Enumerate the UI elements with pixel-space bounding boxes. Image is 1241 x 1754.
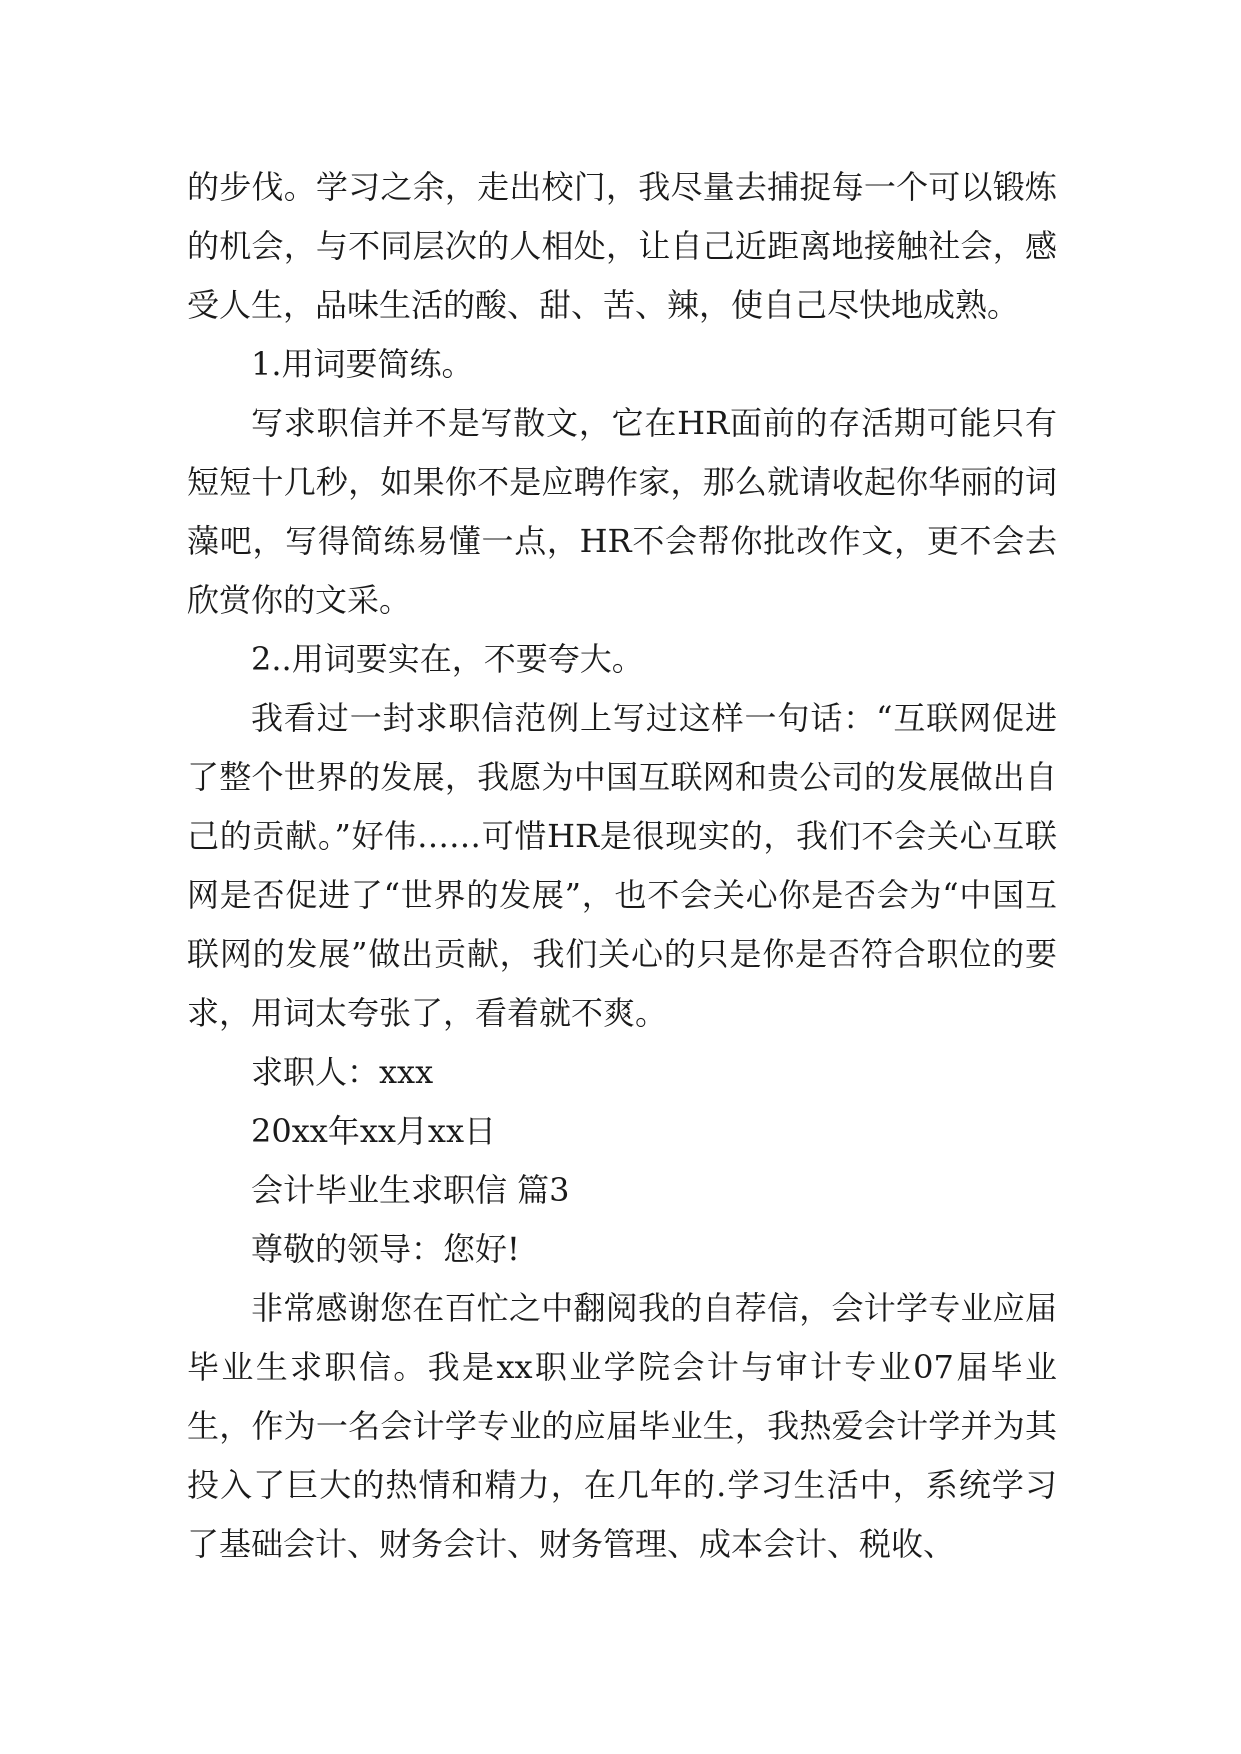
section-title: 会计毕业生求职信 篇3 [251,1171,570,1209]
heading-point-2: 2..用词要实在，不要夸大。 [251,640,644,678]
signature-date: 20xx年xx月xx日 [251,1112,497,1150]
salutation: 尊敬的领导：您好! [251,1230,520,1268]
paragraph-letter-body: 非常感谢您在百忙之中翻阅我的自荐信，会计学专业应届毕业生求职信。我是xx职业学院会计与审计专业07届毕业生，作为一名会计学专业的应届毕业生，我热爱会计学并为其投入了巨大的热情和精力，在几年的.学习生活中，系统学习了基础会计、财务会计、财务管理、成本会计、税收、 [187,1289,1057,1563]
paragraph-continuation: 的步伐。学习之余，走出校门，我尽量去捕捉每一个可以锻炼的机会，与不同层次的人相处，让自己近距离地接触社会，感受人生，品味生活的酸、甜、苦、辣，使自己尽快地成熟。 [187,168,1057,324]
document-body [187,158,1057,1574]
paragraph-point-2-body: 我看过一封求职信范例上写过这样一句话：“互联网促进了整个世界的发展，我愿为中国互联网和贵公司的发展做出自己的贡献。”好伟……可惜HR是很现实的，我们不会关心互联网是否促进了“世界的发展”，也不会关心你是否会为“中国互联网的发展”做出贡献，我们关心的只是你是否符合职位的要求，用词太夸张了，看着就不爽。 [187,699,1057,1032]
paragraph-point-1-body: 写求职信并不是写散文，它在HR面前的存活期可能只有短短十几秒，如果你不是应聘作家，那么就请收起你华丽的词藻吧，写得简练易懂一点，HR不会帮你批改作文，更不会去欣赏你的文采。 [187,404,1057,619]
signature-applicant: 求职人：xxx [251,1053,434,1091]
heading-point-1: 1.用词要简练。 [251,345,474,383]
